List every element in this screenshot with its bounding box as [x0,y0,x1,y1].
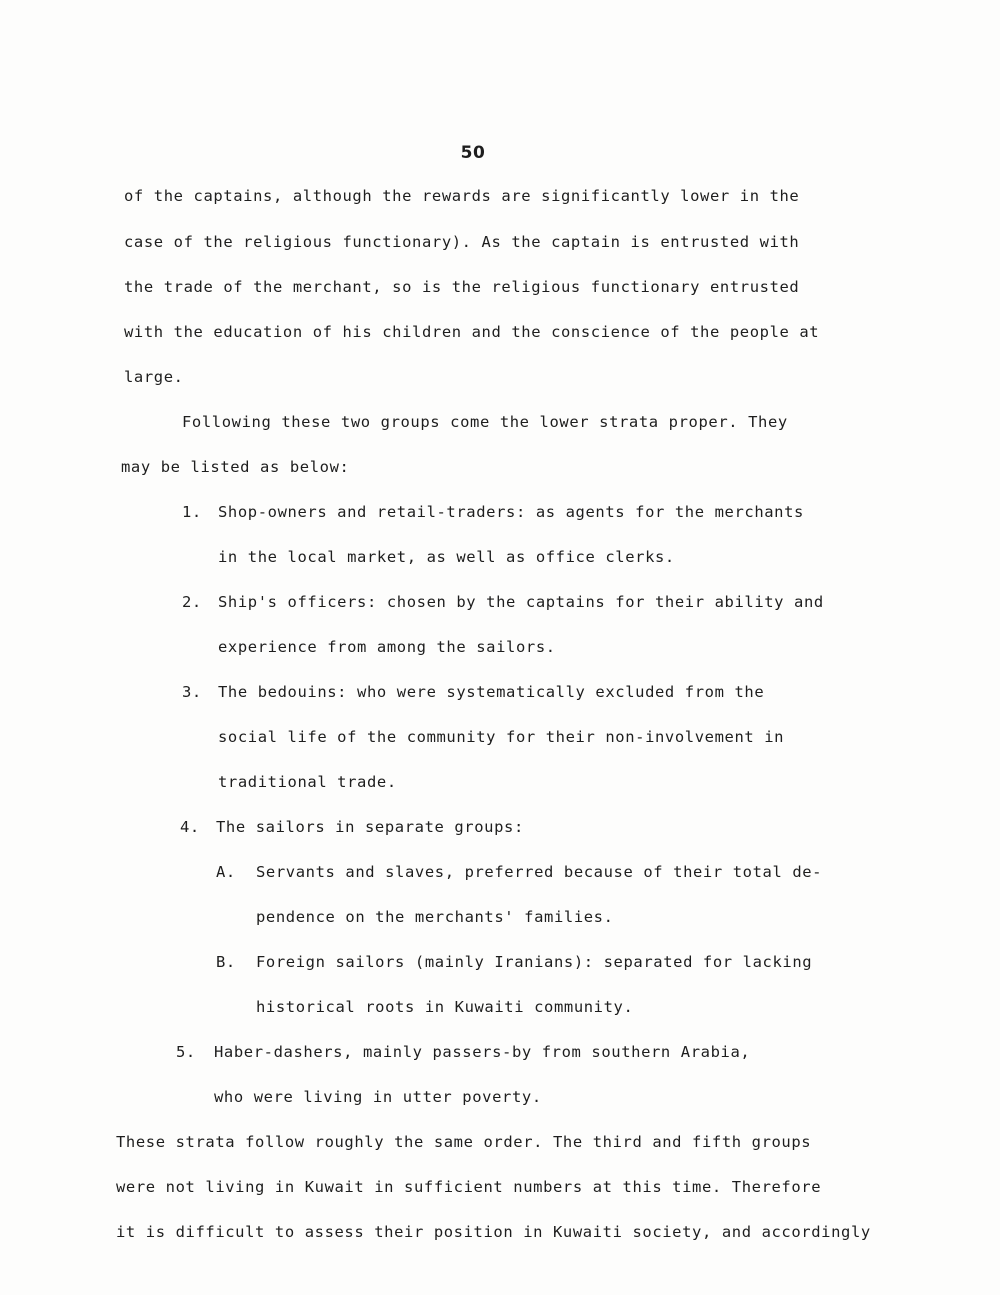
body-line: the trade of the merchant, so is the religious functionary entrusted [124,278,800,296]
list-item-line: traditional trade. [218,773,397,791]
body-line: with the education of his children and the conscience of the people at [124,323,820,341]
list-item-line: The bedouins: who were systematically excluded from the [218,683,765,701]
list-item-line: social life of the community for their non-involvement in [218,728,785,746]
list-marker: 1. [182,503,202,521]
body-line: it is difficult to assess their position in Kuwaiti society, and accordingly [116,1223,871,1241]
list-marker: 3. [182,683,202,701]
body-line: of the captains, although the rewards are significantly lower in the [124,187,800,205]
list-marker: 5. [176,1043,196,1061]
list-marker: A. [216,863,236,881]
list-item-line: in the local market, as well as office clerks. [218,548,675,566]
body-line: large. [124,368,184,386]
list-item-line: The sailors in separate groups: [216,818,524,836]
list-item-line: Haber-dashers, mainly passers-by from southern Arabia, [214,1043,751,1061]
list-item-line: Foreign sailors (mainly Iranians): separated for lacking [256,953,813,971]
list-item-line: Servants and slaves, preferred because of their total de- [256,863,823,881]
list-item-line: who were living in utter poverty. [214,1088,542,1106]
body-line: were not living in Kuwait in sufficient numbers at this time. Therefore [116,1178,822,1196]
list-item-line: Shop-owners and retail-traders: as agents for the merchants [218,503,804,521]
body-line: may be listed as below: [121,458,350,476]
body-line: case of the religious functionary). As the captain is entrusted with [124,233,800,251]
list-item-line: Ship's officers: chosen by the captains for their ability and [218,593,824,611]
body-line: Following these two groups come the lower strata proper. They [182,413,788,431]
list-marker: B. [216,953,236,971]
list-item-line: historical roots in Kuwaiti community. [256,998,634,1016]
page-number: 50 [460,143,486,163]
list-marker: 4. [180,818,200,836]
list-item-line: pendence on the merchants' families. [256,908,614,926]
list-marker: 2. [182,593,202,611]
body-line: These strata follow roughly the same order. The third and fifth groups [116,1133,812,1151]
list-item-line: experience from among the sailors. [218,638,556,656]
